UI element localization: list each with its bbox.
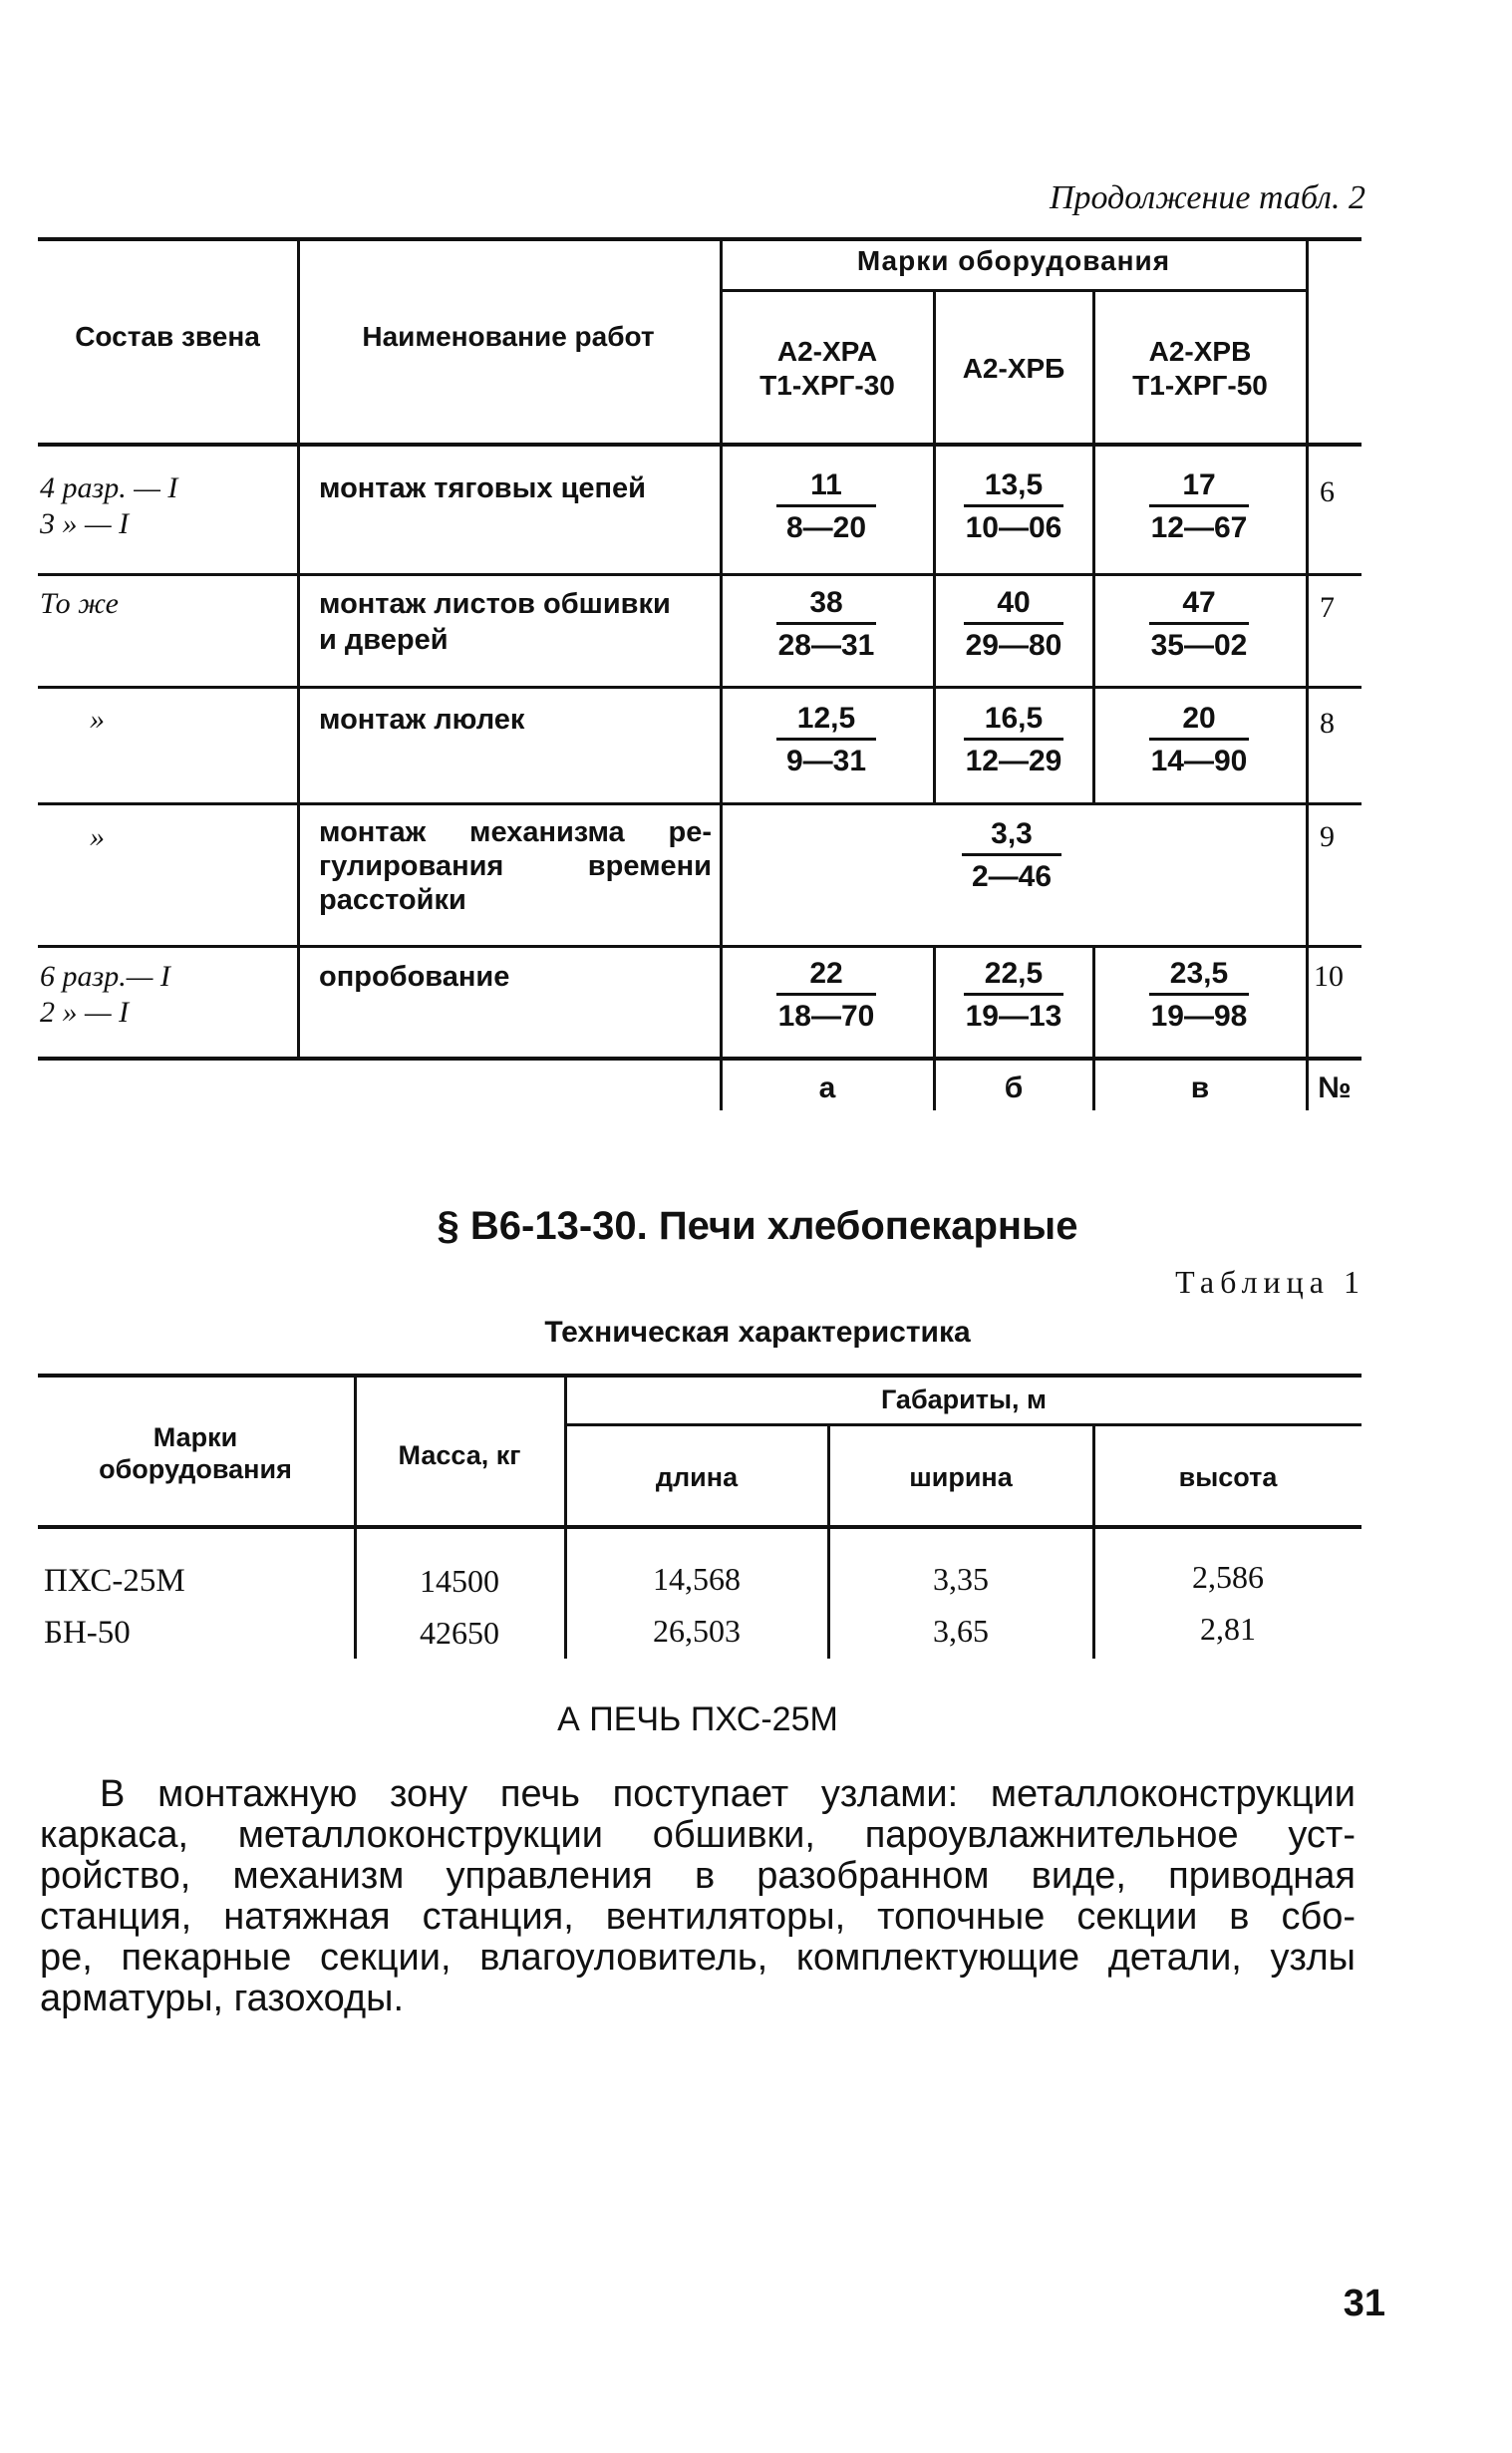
table-row-3-brand-b-value: 16,5 12—29	[965, 702, 1062, 777]
table-row-1-brand-v-value: 17 12—67	[1150, 468, 1248, 544]
header-equipment-brands: Марки оборудования	[856, 245, 1171, 276]
table-row-1-number: 6	[1320, 475, 1335, 508]
header-width: ширина	[909, 1462, 1013, 1492]
table-row-2-work: монтаж листов обшивки и дверей	[319, 588, 671, 656]
table-row-4-crew: »	[90, 820, 105, 853]
table-row-3-brand-v-value: 20 14—90	[1150, 702, 1248, 777]
table-row-2-brand-b-value: 40 29—80	[965, 586, 1062, 662]
table-row-5-brand-v-value: 23,5 19—98	[1150, 957, 1248, 1033]
table-row-5-crew: 6 разр.— I 2 » — I	[40, 960, 170, 1029]
table-row-4-merged-value: 3,3 2—46	[957, 817, 1066, 894]
header-height: высота	[1178, 1462, 1278, 1492]
page-number: 31	[1343, 2283, 1385, 2324]
table-row-2-crew: То же	[40, 587, 119, 620]
table-row-4-work: монтаж механизма ре- гулирования времени расстойки	[319, 816, 712, 916]
table-row-1-work: монтаж тяговых цепей	[319, 472, 646, 504]
table-caption: Техническая характеристика	[544, 1316, 971, 1349]
header-work-name: Наименование работ	[362, 321, 655, 352]
table-row-2-number: 7	[1320, 591, 1335, 624]
footer-col-a: а	[818, 1072, 836, 1104]
body-paragraph: В монтажную зону печь поступает узлами: металлоконструкции каркаса, металлоконструкции обшивки, пароувлажнительное уст- ройство, механизм управления в разобранном виде, приводная станция, натяжная станция, вентиляторы, топочные секции в сбо- ре, пекарные секции, влагоуловитель, комплектующие детали, узлы арматуры, газоходы.	[40, 1773, 1356, 2019]
table-row-5-brand-a-value: 22 18—70	[777, 957, 875, 1033]
header-brand: Марки оборудования	[99, 1422, 292, 1484]
spec-row-1-length: 14,568	[653, 1561, 741, 1597]
table-continuation-caption: Продолжение табл. 2	[1049, 179, 1365, 216]
header-length: длина	[655, 1462, 739, 1492]
table-row-5-number: 10	[1314, 960, 1344, 993]
spec-row-2-height: 2,81	[1200, 1611, 1256, 1647]
footer-col-number: №	[1318, 1072, 1352, 1104]
table-row-3-work: монтаж люлек	[319, 704, 525, 736]
table-row-1-brand-a-value: 11 8—20	[771, 468, 881, 545]
table-label: Таблица 1	[1175, 1264, 1365, 1300]
spec-row-2-length: 26,503	[653, 1613, 741, 1649]
table-row-5-work: опробование	[319, 961, 510, 993]
header-crew: Состав звена	[75, 321, 260, 352]
spec-row-2-width: 3,65	[933, 1613, 989, 1649]
footer-col-b: б	[1004, 1072, 1024, 1104]
header-brand-b: А2-ХРБ	[962, 353, 1065, 384]
subsection-heading: А ПЕЧЬ ПХС-25М	[557, 1700, 838, 1738]
spec-row-2-mass: 42650	[420, 1615, 499, 1651]
spec-row-2-brand: БН-50	[44, 1615, 131, 1651]
spec-row-1-width: 3,35	[933, 1561, 989, 1597]
table-row-3-crew: »	[90, 703, 105, 736]
spec-row-1-mass: 14500	[420, 1563, 499, 1599]
table-row-3-brand-a-value: 12,5 9—31	[771, 702, 881, 778]
footer-col-v: в	[1190, 1072, 1210, 1104]
header-brand-a: А2-ХРА Т1-ХРГ-30	[759, 336, 895, 401]
table-row-1-brand-b-value: 13,5 10—06	[965, 468, 1062, 544]
section-title: § В6-13-30. Печи хлебопекарные	[437, 1204, 1078, 1248]
header-dimensions: Габариты, м	[880, 1384, 1047, 1414]
table-row-3-number: 8	[1320, 707, 1335, 740]
header-brand-v: А2-ХРВ Т1-ХРГ-50	[1132, 336, 1268, 401]
table-row-5-brand-b-value: 22,5 19—13	[965, 957, 1062, 1033]
table-row-2-brand-a-value: 38 28—31	[777, 586, 875, 662]
table-row-4-number: 9	[1320, 820, 1335, 853]
spec-row-1-brand: ПХС-25М	[44, 1563, 185, 1599]
table-row-2-brand-v-value: 47 35—02	[1150, 586, 1248, 662]
header-mass: Масса, кг	[398, 1440, 521, 1470]
table-row-1-crew: 4 разр. — I 3 » — I	[40, 471, 178, 540]
spec-row-1-height: 2,586	[1192, 1559, 1264, 1595]
